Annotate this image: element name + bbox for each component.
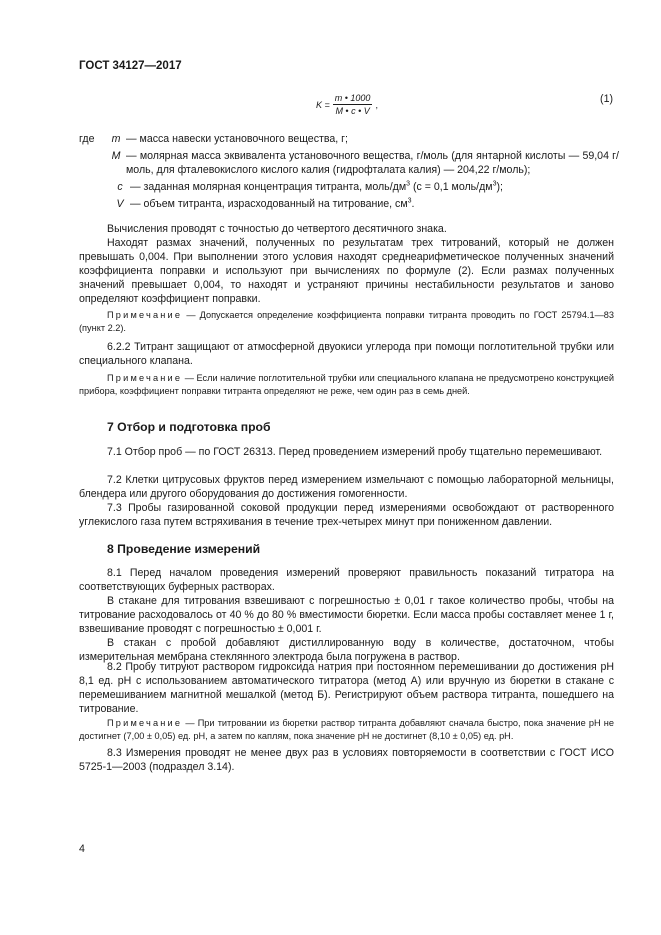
section-8-heading: 8 Проведение измерений xyxy=(107,542,261,556)
definitions-list xyxy=(79,132,619,211)
page-number: 4 xyxy=(79,843,85,855)
document-header: ГОСТ 34127—2017 xyxy=(79,60,182,72)
definition-symbol: M xyxy=(111,150,121,162)
note-label: Примечание xyxy=(107,373,183,383)
note-3 xyxy=(79,717,614,743)
paragraph-precision: Вычисления проводят с точностью до четвертого десятичного знака. xyxy=(107,223,447,235)
note-1 xyxy=(79,309,614,335)
definition-symbol: c xyxy=(117,181,123,193)
paragraph-8-1: 8.1 Перед началом проведения измерений проверяют правильность показаний титратора на соответствующих буферных растворах. xyxy=(79,567,614,593)
note-label: Примечание xyxy=(107,310,183,320)
equation-number: (1) xyxy=(600,93,613,105)
formula-1 xyxy=(316,93,378,116)
definition-lead: где xyxy=(79,133,95,145)
formula-fraction xyxy=(333,93,373,116)
formula-numerator: m • 1000 xyxy=(334,93,371,103)
paragraph-8-1-weighing: В стакане для титрования взвешивают с погрешностью ± 0,01 г такое количество пробы, чтобы на титрование расходовалось от 40 % до 80 % вместимости бюретки. Если масса пробы составляет менее 1 г, взвешивание проводят с погрешностью ± 0,001 г. xyxy=(79,595,614,635)
paragraph-range: Находят размах значений, полученных по результатам трех титрований, который не должен превышать 0,004. При выполнении этого условия находят среднеарифметическое полученных значений коэффициента поправки и используют при вычислениях по формуле (2). Если размах полученных значений превышает 0,004, то находят и устраняют причины нестабильности результатов и заново определяют коэффициент поправки. xyxy=(79,237,614,305)
formula-denominator: M • c • V xyxy=(335,106,370,116)
definition-text: — масса навески установочного вещества, г; xyxy=(126,133,348,145)
definition-item xyxy=(79,197,619,211)
definition-symbol: m xyxy=(111,133,121,145)
note-label: Примечание xyxy=(107,718,183,728)
formula-tail: , xyxy=(375,99,378,110)
paragraph-8-2: 8.2 Пробу титруют раствором гидроксида натрия при постоянном перемешивании до достижения pH 8,1 ед. pH с использованием автоматического титратора (метод А) или вручную из бюретки в стакане с перемешиванием магнитной мешалкой (метод Б). Регистрируют объем раствора титранта, пошедшего на титрование. xyxy=(79,661,614,715)
paragraph-8-1-water: В стакан с пробой добавляют дистиллированную воду в количестве, достаточном, чтобы измерительная мембрана стеклянного электрода была погружена в раствор. xyxy=(79,637,614,663)
definition-item xyxy=(79,132,619,146)
section-7-heading: 7 Отбор и подготовка проб xyxy=(107,420,271,434)
note-text: — Допускается определение коэффициента поправки титранта проводить по ГОСТ 25794.1—83 (пункт 2.2). xyxy=(79,310,614,333)
note-text: — При титровании из бюретки раствор титранта добавляют сначала быстро, пока значение pH не достигнет (7,00 ± 0,05) ед. pH, а затем по каплям, пока значение pH не достигнет (8,10 ± 0,05) ед. pH. xyxy=(79,718,614,741)
definition-symbol: V xyxy=(116,198,124,210)
paragraph-7-3: 7.3 Пробы газированной соковой продукции перед измерениями освобождают от растворенного углекислого газа путем встряхивания в течение трех-четырех минут при пониженном давлении. xyxy=(79,502,614,528)
paragraph-8-3: 8.3 Измерения проводят не менее двух раз в условиях повторяемости в соответствии с ГОСТ ИСО 5725-1—2003 (подраздел 3.14). xyxy=(79,747,614,773)
note-2 xyxy=(79,372,614,398)
paragraph-7-1: 7.1 Отбор проб — по ГОСТ 26313. Перед проведением измерений пробу тщательно перемешивают. xyxy=(107,446,603,458)
paragraph-7-2: 7.2 Клетки цитрусовых фруктов перед измерением измельчают с помощью лабораторной мельницы, блендера или другого оборудования до достижения гомогенности. xyxy=(79,474,614,500)
definition-text: — молярная масса эквивалента установочного вещества, г/моль (для янтарной кислоты — 59,04 г/моль, для фталевокислого кислого калия (гидрофталата калия) — 204,22 г/моль); xyxy=(126,150,619,176)
paragraph-6-2-2: 6.2.2 Титрант защищают от атмосферной двуокиси углерода при помощи поглотительной трубки или специального клапана. xyxy=(79,341,614,367)
definition-item xyxy=(79,180,619,194)
definition-text: — заданная молярная концентрация титранта, моль/$дм^3$ (с = 0,1 моль/$дм^3$); xyxy=(130,180,503,193)
definition-item xyxy=(79,149,619,177)
note-text: — Если наличие поглотительной трубки или специального клапана не предусмотрено конструкцией прибора, коэффициент поправки титранта определяют не реже, чем один раз в семь дней. xyxy=(79,373,614,396)
definition-text: — объем титранта, израсходованный на титрование, $см^3$. xyxy=(130,197,415,210)
formula-lhs: K = xyxy=(316,99,330,110)
